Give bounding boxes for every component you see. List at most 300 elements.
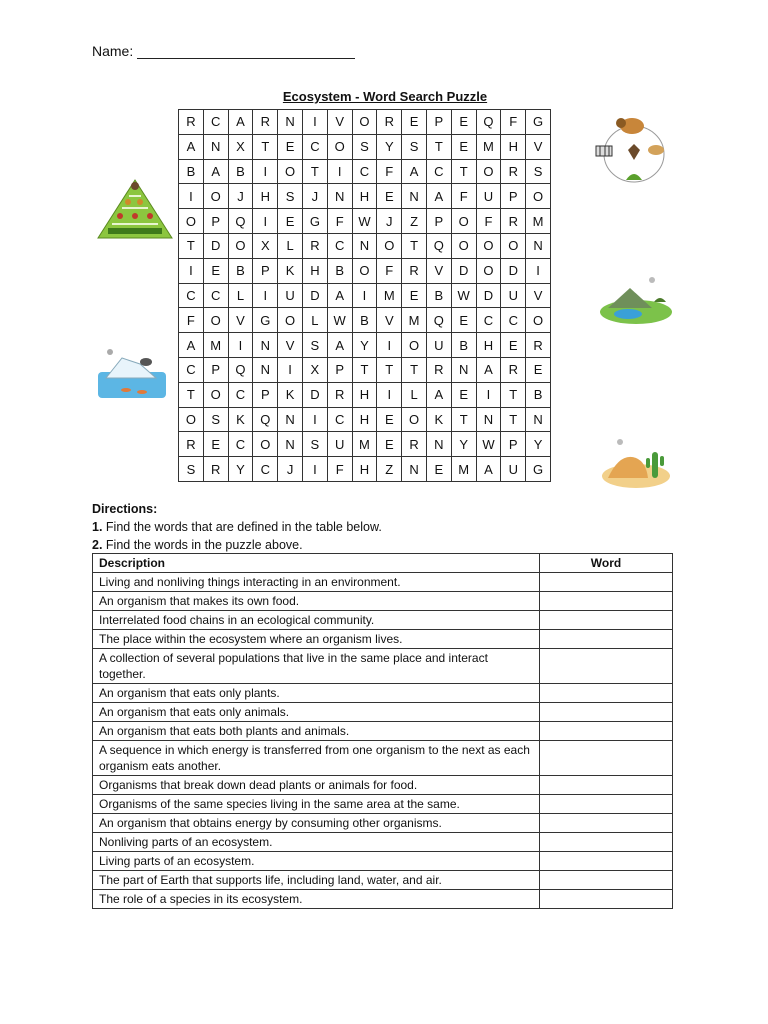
grid-cell[interactable]: E <box>278 134 303 159</box>
grid-cell[interactable]: T <box>402 233 427 258</box>
grid-cell[interactable]: O <box>203 382 228 407</box>
grid-cell[interactable]: N <box>402 457 427 482</box>
grid-cell[interactable]: S <box>526 159 551 184</box>
grid-cell[interactable]: O <box>203 184 228 209</box>
grid-cell[interactable]: S <box>302 432 327 457</box>
grid-cell[interactable]: E <box>501 333 526 358</box>
description-cell: The part of Earth that supports life, including land, water, and air. <box>93 871 540 890</box>
grid-cell[interactable]: R <box>526 333 551 358</box>
grid-cell[interactable]: Y <box>228 457 253 482</box>
grid-cell[interactable]: R <box>501 357 526 382</box>
grid-cell[interactable]: R <box>501 209 526 234</box>
grid-cell[interactable]: N <box>253 357 278 382</box>
grid-cell[interactable]: A <box>327 333 352 358</box>
grid-cell[interactable]: H <box>352 184 377 209</box>
grid-cell[interactable]: O <box>327 134 352 159</box>
grid-cell[interactable]: R <box>327 382 352 407</box>
grid-row <box>179 457 551 482</box>
grid-cell[interactable]: C <box>476 308 501 333</box>
grid-cell[interactable]: T <box>352 357 377 382</box>
grid-cell[interactable]: R <box>179 432 204 457</box>
grid-cell[interactable]: T <box>377 357 402 382</box>
grid-cell[interactable]: B <box>179 159 204 184</box>
grid-cell[interactable]: H <box>302 258 327 283</box>
description-cell: Living parts of an ecosystem. <box>93 852 540 871</box>
grid-cell[interactable]: F <box>327 209 352 234</box>
grid-cell[interactable]: K <box>278 258 303 283</box>
grid-cell[interactable]: H <box>352 407 377 432</box>
grid-cell[interactable]: N <box>203 134 228 159</box>
grid-cell[interactable]: Z <box>402 209 427 234</box>
word-answer-cell[interactable] <box>540 795 673 814</box>
grid-cell[interactable]: G <box>526 457 551 482</box>
food-pyramid-icon <box>94 176 176 242</box>
word-answer-cell[interactable] <box>540 649 673 684</box>
grid-cell[interactable]: O <box>526 308 551 333</box>
grid-cell[interactable]: J <box>302 184 327 209</box>
grid-cell[interactable]: N <box>526 233 551 258</box>
description-cell: An organism that eats both plants and animals. <box>93 722 540 741</box>
grid-cell[interactable]: W <box>476 432 501 457</box>
grid-cell[interactable]: Q <box>426 233 451 258</box>
grid-cell[interactable]: T <box>179 382 204 407</box>
grid-cell[interactable]: F <box>451 184 476 209</box>
grid-cell[interactable]: N <box>278 407 303 432</box>
grid-cell[interactable]: U <box>501 457 526 482</box>
grid-cell[interactable]: D <box>476 283 501 308</box>
grid-cell[interactable]: P <box>501 184 526 209</box>
grid-cell[interactable]: A <box>179 333 204 358</box>
name-label: Name: <box>92 43 134 59</box>
grid-cell[interactable]: V <box>377 308 402 333</box>
grid-cell[interactable]: M <box>352 432 377 457</box>
grid-cell[interactable]: I <box>278 357 303 382</box>
word-search-grid <box>178 109 551 482</box>
grid-cell[interactable]: M <box>451 457 476 482</box>
grid-cell[interactable]: N <box>352 233 377 258</box>
grid-cell[interactable]: T <box>451 407 476 432</box>
grid-cell[interactable]: X <box>253 233 278 258</box>
grid-cell[interactable]: K <box>426 407 451 432</box>
grid-cell[interactable]: R <box>253 110 278 135</box>
food-web-icon <box>594 114 674 190</box>
description-cell: An organism that eats only animals. <box>93 703 540 722</box>
grid-cell[interactable]: S <box>352 134 377 159</box>
grid-cell[interactable]: I <box>526 258 551 283</box>
grid-cell[interactable]: G <box>526 110 551 135</box>
grid-cell[interactable]: I <box>179 258 204 283</box>
grid-cell[interactable]: T <box>302 159 327 184</box>
grid-cell[interactable]: D <box>302 283 327 308</box>
grid-cell[interactable]: I <box>377 382 402 407</box>
column-header-description: Description <box>93 554 540 573</box>
grid-cell[interactable]: I <box>253 283 278 308</box>
word-answer-cell[interactable] <box>540 722 673 741</box>
grid-cell[interactable]: M <box>476 134 501 159</box>
grid-cell[interactable]: R <box>402 258 427 283</box>
grid-cell[interactable]: D <box>203 233 228 258</box>
table-row <box>93 890 673 909</box>
word-answer-cell[interactable] <box>540 852 673 871</box>
grid-cell[interactable]: H <box>501 134 526 159</box>
grid-cell[interactable]: U <box>476 184 501 209</box>
grid-cell[interactable]: P <box>203 357 228 382</box>
grid-cell[interactable]: O <box>451 209 476 234</box>
grid-cell[interactable]: A <box>476 457 501 482</box>
grid-cell[interactable]: M <box>377 283 402 308</box>
grid-cell[interactable]: E <box>377 184 402 209</box>
grid-cell[interactable]: T <box>179 233 204 258</box>
grid-cell[interactable]: Q <box>253 407 278 432</box>
grid-cell[interactable]: A <box>179 134 204 159</box>
grid-cell[interactable]: R <box>402 432 427 457</box>
grid-cell[interactable]: L <box>302 308 327 333</box>
grid-cell[interactable]: K <box>278 382 303 407</box>
grid-cell[interactable]: I <box>253 159 278 184</box>
grid-cell[interactable]: O <box>451 233 476 258</box>
word-answer-cell[interactable] <box>540 776 673 795</box>
grid-cell[interactable]: V <box>228 308 253 333</box>
grid-cell[interactable]: P <box>203 209 228 234</box>
grid-cell[interactable]: F <box>476 209 501 234</box>
grid-cell[interactable]: U <box>278 283 303 308</box>
grid-cell[interactable]: F <box>377 159 402 184</box>
grid-cell[interactable]: R <box>501 159 526 184</box>
grid-cell[interactable]: I <box>302 457 327 482</box>
grid-row <box>179 184 551 209</box>
grid-cell[interactable]: V <box>426 258 451 283</box>
grid-cell[interactable]: R <box>179 110 204 135</box>
grid-cell[interactable]: C <box>327 233 352 258</box>
grid-cell[interactable]: P <box>253 382 278 407</box>
grid-row <box>179 308 551 333</box>
direction-step-2: 2. Find the words in the puzzle above. <box>92 538 303 552</box>
description-cell: An organism that eats only plants. <box>93 684 540 703</box>
grid-row <box>179 110 551 135</box>
grid-cell[interactable]: J <box>228 184 253 209</box>
grid-cell[interactable]: T <box>501 382 526 407</box>
description-cell: Nonliving parts of an ecosystem. <box>93 833 540 852</box>
grid-cell[interactable]: J <box>377 209 402 234</box>
grid-cell[interactable]: T <box>426 134 451 159</box>
grid-row <box>179 209 551 234</box>
grid-cell[interactable]: M <box>526 209 551 234</box>
grid-cell[interactable]: P <box>501 432 526 457</box>
grid-cell[interactable]: J <box>278 457 303 482</box>
grid-cell[interactable]: V <box>327 110 352 135</box>
grid-cell[interactable]: F <box>327 457 352 482</box>
grid-cell[interactable]: R <box>302 233 327 258</box>
grid-cell[interactable]: W <box>451 283 476 308</box>
directions <box>92 500 382 554</box>
grid-cell[interactable]: E <box>451 134 476 159</box>
description-cell: Interrelated food chains in an ecological community. <box>93 611 540 630</box>
desert-icon <box>600 434 672 490</box>
grid-cell[interactable]: E <box>451 308 476 333</box>
grid-cell[interactable]: I <box>302 110 327 135</box>
grid-cell[interactable]: C <box>352 159 377 184</box>
grid-cell[interactable]: Q <box>426 308 451 333</box>
description-cell: An organism that obtains energy by consuming other organisms. <box>93 814 540 833</box>
grid-cell[interactable]: C <box>228 432 253 457</box>
grid-cell[interactable]: O <box>179 407 204 432</box>
grid-cell[interactable]: C <box>203 110 228 135</box>
word-answer-cell[interactable] <box>540 703 673 722</box>
description-cell: The place within the ecosystem where an organism lives. <box>93 630 540 649</box>
grid-cell[interactable]: B <box>327 258 352 283</box>
grid-cell[interactable]: O <box>203 308 228 333</box>
grid-cell[interactable]: G <box>302 209 327 234</box>
grid-cell[interactable]: X <box>228 134 253 159</box>
grid-cell[interactable]: K <box>228 407 253 432</box>
grid-cell[interactable]: B <box>352 308 377 333</box>
grid-cell[interactable]: T <box>402 357 427 382</box>
grid-cell[interactable]: O <box>476 233 501 258</box>
description-cell: Living and nonliving things interacting in an environment. <box>93 573 540 592</box>
grid-cell[interactable]: A <box>327 283 352 308</box>
grid-cell[interactable]: A <box>228 110 253 135</box>
grid-cell[interactable]: Y <box>451 432 476 457</box>
grid-cell[interactable]: P <box>426 110 451 135</box>
grid-cell[interactable]: N <box>278 432 303 457</box>
grid-cell[interactable]: N <box>327 184 352 209</box>
table-row <box>93 741 673 776</box>
grid-cell[interactable]: R <box>377 110 402 135</box>
grid-cell[interactable]: B <box>426 283 451 308</box>
grid-cell[interactable]: V <box>526 283 551 308</box>
grid-row <box>179 432 551 457</box>
grid-cell[interactable]: I <box>327 159 352 184</box>
grid-cell[interactable]: Q <box>228 357 253 382</box>
grid-cell[interactable]: O <box>377 233 402 258</box>
grid-cell[interactable]: I <box>228 333 253 358</box>
grid-cell[interactable]: O <box>278 308 303 333</box>
arctic-icon <box>96 344 168 400</box>
grid-cell[interactable]: O <box>352 110 377 135</box>
grid-cell[interactable]: T <box>501 407 526 432</box>
grid-cell[interactable]: Q <box>228 209 253 234</box>
grid-cell[interactable]: T <box>451 159 476 184</box>
grid-cell[interactable]: Y <box>377 134 402 159</box>
grid-cell[interactable]: O <box>352 258 377 283</box>
grid-cell[interactable]: N <box>253 333 278 358</box>
grid-cell[interactable]: W <box>352 209 377 234</box>
grid-cell[interactable]: A <box>426 184 451 209</box>
grid-cell[interactable]: I <box>253 209 278 234</box>
table-row <box>93 871 673 890</box>
grid-cell[interactable]: B <box>526 382 551 407</box>
word-answer-cell[interactable] <box>540 592 673 611</box>
grid-cell[interactable]: N <box>476 407 501 432</box>
grid-row <box>179 283 551 308</box>
grid-cell[interactable]: B <box>451 333 476 358</box>
grid-cell[interactable]: W <box>327 308 352 333</box>
table-row <box>93 776 673 795</box>
table-row <box>93 611 673 630</box>
grid-cell[interactable]: O <box>402 333 427 358</box>
grid-cell[interactable]: O <box>179 209 204 234</box>
grid-cell[interactable]: C <box>501 308 526 333</box>
word-answer-cell[interactable] <box>540 573 673 592</box>
grid-cell[interactable]: V <box>526 134 551 159</box>
grid-cell[interactable]: E <box>402 110 427 135</box>
word-answer-cell[interactable] <box>540 741 673 776</box>
grid-cell[interactable]: O <box>501 233 526 258</box>
grid-cell[interactable]: N <box>526 407 551 432</box>
grid-cell[interactable]: E <box>377 407 402 432</box>
table-row <box>93 592 673 611</box>
grid-cell[interactable]: Y <box>526 432 551 457</box>
grid-cell[interactable]: E <box>451 382 476 407</box>
word-answer-cell[interactable] <box>540 611 673 630</box>
grid-cell[interactable]: I <box>352 283 377 308</box>
grid-row <box>179 382 551 407</box>
grid-cell[interactable]: H <box>352 457 377 482</box>
grid-cell[interactable]: D <box>501 258 526 283</box>
table-row <box>93 630 673 649</box>
grid-cell[interactable]: B <box>228 159 253 184</box>
grid-cell[interactable]: M <box>203 333 228 358</box>
table-row <box>93 573 673 592</box>
grid-cell[interactable]: P <box>426 209 451 234</box>
grid-cell[interactable]: D <box>302 382 327 407</box>
grid-cell[interactable]: Z <box>377 457 402 482</box>
grid-cell[interactable]: I <box>302 407 327 432</box>
grid-cell[interactable]: P <box>327 357 352 382</box>
grid-cell[interactable]: F <box>179 308 204 333</box>
grid-cell[interactable]: S <box>402 134 427 159</box>
grid-cell[interactable]: E <box>203 258 228 283</box>
grid-cell[interactable]: E <box>526 357 551 382</box>
grid-cell[interactable]: C <box>179 357 204 382</box>
table-row <box>93 852 673 871</box>
grid-cell[interactable]: N <box>402 184 427 209</box>
table-row <box>93 833 673 852</box>
grid-cell[interactable]: Y <box>352 333 377 358</box>
description-cell: A sequence in which energy is transferred from one organism to the next as each organism eats another. <box>93 741 540 776</box>
name-blank[interactable] <box>137 44 355 59</box>
grid-cell[interactable]: E <box>402 283 427 308</box>
grid-cell[interactable]: C <box>426 159 451 184</box>
grid-row <box>179 159 551 184</box>
directions-heading: Directions: <box>92 502 158 516</box>
grid-cell[interactable]: N <box>278 110 303 135</box>
grid-cell[interactable]: I <box>476 382 501 407</box>
grid-cell[interactable]: M <box>402 308 427 333</box>
grid-cell[interactable]: F <box>501 110 526 135</box>
grid-cell[interactable]: H <box>253 184 278 209</box>
grid-cell[interactable]: C <box>179 283 204 308</box>
grid-cell[interactable]: R <box>426 357 451 382</box>
grid-cell[interactable]: E <box>426 457 451 482</box>
word-answer-cell[interactable] <box>540 890 673 909</box>
word-answer-cell[interactable] <box>540 684 673 703</box>
grid-cell[interactable]: R <box>203 457 228 482</box>
grid-cell[interactable]: F <box>377 258 402 283</box>
grid-cell[interactable]: O <box>278 159 303 184</box>
grid-cell[interactable]: U <box>327 432 352 457</box>
grid-cell[interactable]: S <box>203 407 228 432</box>
table-row <box>93 814 673 833</box>
grid-cell[interactable]: E <box>451 110 476 135</box>
grid-cell[interactable]: O <box>476 159 501 184</box>
grid-row <box>179 233 551 258</box>
grid-cell[interactable]: V <box>278 333 303 358</box>
description-cell: Organisms that break down dead plants or animals for food. <box>93 776 540 795</box>
grid-cell[interactable]: A <box>426 382 451 407</box>
grid-cell[interactable]: S <box>278 184 303 209</box>
table-row <box>93 795 673 814</box>
grid-cell[interactable]: S <box>302 333 327 358</box>
grid-cell[interactable]: I <box>377 333 402 358</box>
description-cell: A collection of several populations that live in the same place and interact together. <box>93 649 540 684</box>
description-cell: The role of a species in its ecosystem. <box>93 890 540 909</box>
grassland-icon <box>598 272 674 326</box>
table-row <box>93 722 673 741</box>
word-answer-cell[interactable] <box>540 871 673 890</box>
grid-cell[interactable]: S <box>179 457 204 482</box>
grid-cell[interactable]: E <box>377 432 402 457</box>
grid-cell[interactable]: E <box>278 209 303 234</box>
grid-cell[interactable]: C <box>327 407 352 432</box>
word-answer-cell[interactable] <box>540 833 673 852</box>
grid-cell[interactable]: O <box>476 258 501 283</box>
grid-cell[interactable]: O <box>253 432 278 457</box>
grid-row <box>179 407 551 432</box>
word-answer-cell[interactable] <box>540 814 673 833</box>
table-row <box>93 703 673 722</box>
grid-cell[interactable]: X <box>302 357 327 382</box>
grid-cell[interactable]: O <box>526 184 551 209</box>
grid-cell[interactable]: O <box>402 407 427 432</box>
grid-cell[interactable]: I <box>179 184 204 209</box>
column-header-word: Word <box>540 554 673 573</box>
grid-cell[interactable]: T <box>253 134 278 159</box>
grid-cell[interactable]: H <box>476 333 501 358</box>
table-row <box>93 684 673 703</box>
grid-row <box>179 333 551 358</box>
page-title: Ecosystem - Word Search Puzzle <box>282 89 488 104</box>
grid-cell[interactable]: P <box>253 258 278 283</box>
grid-cell[interactable]: L <box>228 283 253 308</box>
grid-cell[interactable]: L <box>278 233 303 258</box>
description-cell: An organism that makes its own food. <box>93 592 540 611</box>
grid-cell[interactable]: L <box>402 382 427 407</box>
description-cell: Organisms of the same species living in the same area at the same. <box>93 795 540 814</box>
grid-cell[interactable]: A <box>476 357 501 382</box>
grid-cell[interactable]: N <box>426 432 451 457</box>
direction-step-1: 1. Find the words that are defined in the table below. <box>92 520 382 534</box>
grid-cell[interactable]: N <box>451 357 476 382</box>
grid-cell[interactable]: E <box>203 432 228 457</box>
grid-cell[interactable]: C <box>203 283 228 308</box>
grid-cell[interactable]: U <box>426 333 451 358</box>
grid-cell[interactable]: Q <box>476 110 501 135</box>
grid-cell[interactable]: A <box>402 159 427 184</box>
grid-cell[interactable]: C <box>302 134 327 159</box>
table-row <box>93 649 673 684</box>
grid-cell[interactable]: U <box>501 283 526 308</box>
grid-cell[interactable]: O <box>228 233 253 258</box>
grid-cell[interactable]: G <box>253 308 278 333</box>
word-answer-cell[interactable] <box>540 630 673 649</box>
grid-cell[interactable]: H <box>352 382 377 407</box>
grid-cell[interactable]: A <box>203 159 228 184</box>
grid-cell[interactable]: C <box>253 457 278 482</box>
grid-cell[interactable]: D <box>451 258 476 283</box>
grid-cell[interactable]: B <box>228 258 253 283</box>
grid-cell[interactable]: C <box>228 382 253 407</box>
